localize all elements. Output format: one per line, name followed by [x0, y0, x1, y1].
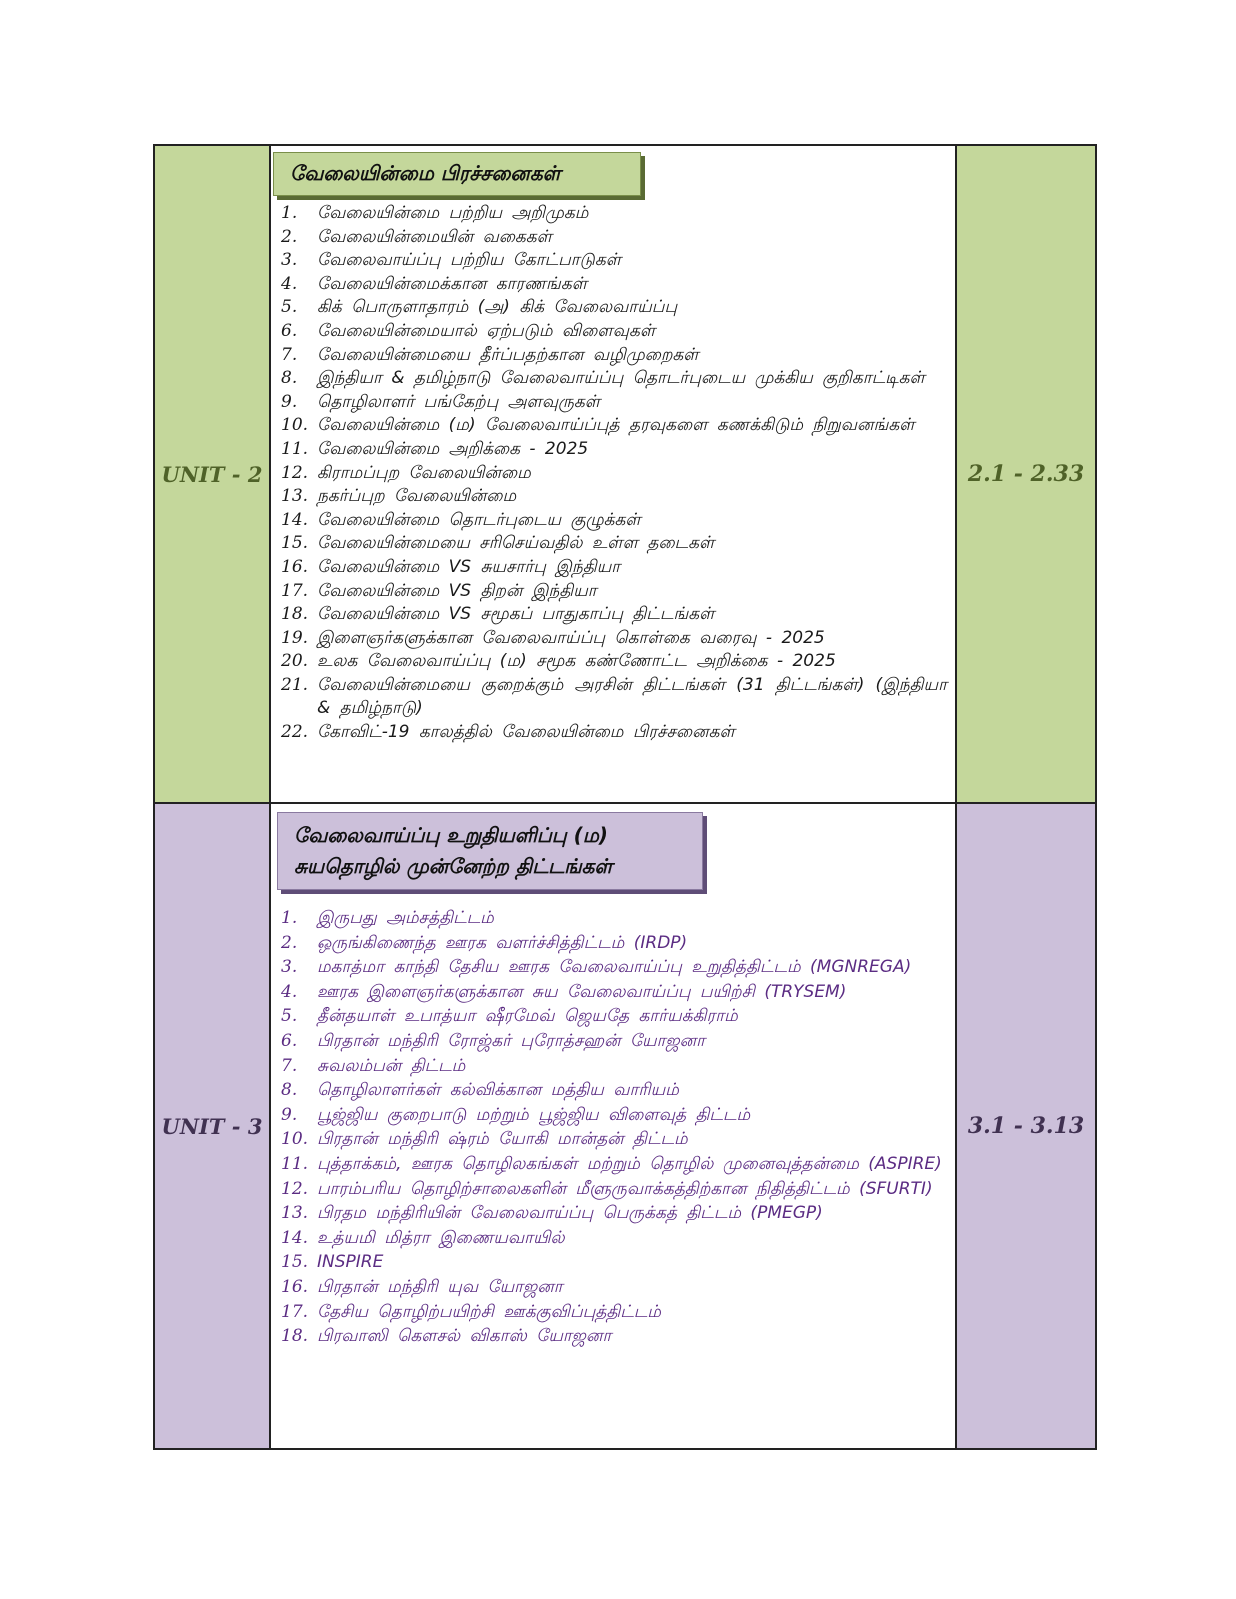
- unit-3-content: [271, 804, 957, 1448]
- item-text: நகர்ப்புற வேலையின்மை: [317, 486, 517, 507]
- list-item: [281, 627, 947, 651]
- item-number: 4.: [281, 981, 298, 1002]
- unit-2-content: [271, 146, 957, 802]
- item-number: 4.: [281, 273, 298, 294]
- item-text: ஊரக இளைஞர்களுக்கான சுய வேலைவாய்ப்பு பயிற்சி (TRYSEM): [317, 981, 847, 1002]
- item-text: வேலையின்மையை குறைக்கும் அரசின் திட்டங்கள் (31 திட்டங்கள்) (இந்தியா & தமிழ்நாடு): [317, 674, 947, 719]
- list-item: [281, 1078, 947, 1103]
- unit-3-title-line-2: சுயதொழில் முன்னேற்ற திட்டங்கள்: [294, 854, 613, 878]
- item-text: வேலையின்மை VS சுயசார்பு இந்தியா: [317, 556, 621, 577]
- item-number: 12.: [281, 462, 309, 483]
- item-number: 12.: [281, 1178, 309, 1199]
- item-number: 15.: [281, 533, 309, 554]
- list-item: [281, 955, 947, 980]
- item-text: பிரதான் மந்திரி ஷ்ரம் யோகி மான்தன் திட்டம்: [317, 1129, 688, 1150]
- item-number: 15.: [281, 1252, 309, 1273]
- unit-3-title: [277, 812, 703, 890]
- list-item: [281, 391, 947, 415]
- list-item: [281, 674, 947, 721]
- item-text: வேலையின்மை தொடர்புடைய குழுக்கள்: [317, 509, 641, 530]
- unit-2-topic-list: [281, 202, 947, 745]
- item-number: 11.: [281, 438, 309, 459]
- list-item: [281, 1300, 947, 1325]
- item-text: தீன்தயாள் உபாத்யா ஷீரமேவ் ஜெயதே கார்யக்கிராம்: [317, 1006, 738, 1027]
- item-text: பிரதான் மந்திரி யுவ யோஜனா: [317, 1276, 563, 1297]
- item-number: 5.: [281, 297, 298, 318]
- item-number: 1.: [281, 203, 298, 223]
- unit-2-page-range: 2.1 - 2.33: [957, 146, 1095, 802]
- list-item: [281, 202, 947, 226]
- list-item: [281, 367, 947, 391]
- item-text: வேலையின்மை VS திறன் இந்தியா: [317, 580, 597, 601]
- list-item: [281, 650, 947, 674]
- item-text: தேசிய தொழிற்பயிற்சி ஊக்குவிப்புத்திட்டம்: [317, 1301, 661, 1322]
- item-number: 10.: [281, 415, 309, 436]
- list-item: [281, 1004, 947, 1029]
- item-text: வேலையின்மையை சரிசெய்வதில் உள்ள தடைகள்: [317, 533, 715, 554]
- unit-2-row: [155, 146, 1095, 804]
- list-item: [281, 249, 947, 273]
- item-number: 8.: [281, 1080, 298, 1101]
- list-item: [281, 438, 947, 462]
- item-text: பாரம்பரிய தொழிற்சாலைகளின் மீளுருவாக்கத்திற்கான நிதித்திட்டம் (SFURTI): [317, 1178, 933, 1199]
- item-number: 11.: [281, 1153, 309, 1174]
- item-text: கிக் பொருளாதாரம் (அ) கிக் வேலைவாய்ப்பு: [317, 297, 678, 318]
- item-text: பிரதான் மந்திரி ரோஜ்கர் புரோத்சஹன் யோஜனா: [317, 1030, 706, 1051]
- list-item: [281, 414, 947, 438]
- list-item: [281, 1177, 947, 1202]
- item-text: வேலையின்மை பற்றிய அறிமுகம்: [317, 203, 589, 223]
- item-text: புத்தாக்கம், ஊரக தொழிலகங்கள் மற்றும் தொழில் முனைவுத்தன்மை (ASPIRE): [317, 1153, 942, 1174]
- list-item: [281, 485, 947, 509]
- item-number: 16.: [281, 556, 309, 577]
- list-item: [281, 1250, 947, 1275]
- list-item: [281, 1201, 947, 1226]
- item-text: ஒருங்கிணைந்த ஊரக வளர்ச்சித்திட்டம் (IRDP): [317, 932, 688, 953]
- item-number: 3.: [281, 957, 298, 978]
- list-item: [281, 226, 947, 250]
- item-text: இளைஞர்களுக்கான வேலைவாய்ப்பு கொள்கை வரைவு - 2025: [317, 627, 825, 648]
- item-text: வேலையின்மைக்கான காரணங்கள்: [317, 273, 588, 294]
- item-text: வேலைவாய்ப்பு பற்றிய கோட்பாடுகள்: [317, 250, 622, 271]
- list-item: [281, 1127, 947, 1152]
- item-text: வேலையின்மை VS சமூகப் பாதுகாப்பு திட்டங்கள்: [317, 604, 715, 625]
- unit-3-title-line-1: வேலைவாய்ப்பு உறுதியளிப்பு (ம): [294, 823, 608, 847]
- list-item: [281, 721, 947, 745]
- unit-3-row: [155, 804, 1095, 1448]
- item-number: 14.: [281, 509, 309, 530]
- item-text: சுவலம்பன் திட்டம்: [317, 1055, 466, 1076]
- item-number: 9.: [281, 391, 298, 412]
- item-text: கோவிட்-19 காலத்தில் வேலையின்மை பிரச்சனைகள்: [317, 722, 735, 743]
- list-item: [281, 1029, 947, 1054]
- item-number: 18.: [281, 1326, 309, 1347]
- item-text: இந்தியா & தமிழ்நாடு வேலைவாய்ப்பு தொடர்புடைய முக்கிய குறிகாட்டிகள்: [317, 368, 925, 389]
- item-number: 19.: [281, 627, 309, 648]
- item-number: 14.: [281, 1227, 309, 1248]
- item-text: உத்யமி மித்ரா இணையவாயில்: [317, 1227, 565, 1248]
- item-text: INSPIRE: [317, 1252, 384, 1273]
- item-number: 17.: [281, 1301, 309, 1322]
- list-item: [281, 1152, 947, 1177]
- list-item: [281, 344, 947, 368]
- item-number: 20.: [281, 651, 309, 672]
- item-number: 6.: [281, 1030, 298, 1051]
- list-item: [281, 296, 947, 320]
- item-number: 9.: [281, 1104, 298, 1125]
- item-number: 6.: [281, 320, 298, 341]
- list-item: [281, 273, 947, 297]
- unit-3-label: UNIT - 3: [155, 804, 271, 1448]
- item-text: உலக வேலைவாய்ப்பு (ம) சமூக கண்ணோட்ட அறிக்கை - 2025: [317, 651, 836, 672]
- list-item: [281, 1226, 947, 1251]
- list-item: [281, 556, 947, 580]
- item-text: வேலையின்மை அறிக்கை - 2025: [317, 438, 589, 459]
- list-item: [281, 1275, 947, 1300]
- list-item: [281, 931, 947, 956]
- item-text: பிரதம மந்திரியின் வேலைவாய்ப்பு பெருக்கத் திட்டம் (PMEGP): [317, 1203, 823, 1224]
- item-text: வேலையின்மையின் வகைகள்: [317, 226, 553, 247]
- item-number: 2.: [281, 932, 298, 953]
- item-number: 17.: [281, 580, 309, 601]
- list-item: [281, 603, 947, 627]
- item-text: தொழிலாளர் பங்கேற்பு அளவுருகள்: [317, 391, 601, 412]
- item-number: 10.: [281, 1129, 309, 1150]
- list-item: [281, 980, 947, 1005]
- item-text: வேலையின்மை (ம) வேலைவாய்ப்புத் தரவுகளை கணக்கிடும் நிறுவனங்கள்: [317, 415, 915, 436]
- list-item: [281, 1054, 947, 1079]
- list-item: [281, 580, 947, 604]
- syllabus-table: [153, 144, 1097, 1450]
- item-number: 22.: [281, 722, 309, 743]
- item-text: வேலையின்மையால் ஏற்படும் விளைவுகள்: [317, 320, 656, 341]
- item-number: 8.: [281, 368, 298, 389]
- list-item: [281, 509, 947, 533]
- item-text: வேலையின்மையை தீர்ப்பதற்கான வழிமுறைகள்: [317, 344, 699, 365]
- unit-3-page-range: 3.1 - 3.13: [957, 804, 1095, 1448]
- item-number: 7.: [281, 1055, 298, 1076]
- item-number: 2.: [281, 226, 298, 247]
- unit-2-title: வேலையின்மை பிரச்சனைகள்: [273, 152, 641, 196]
- item-number: 16.: [281, 1276, 309, 1297]
- item-text: பூஜ்ஜிய குறைபாடு மற்றும் பூஜ்ஜிய விளைவுத் திட்டம்: [317, 1104, 751, 1125]
- item-number: 7.: [281, 344, 298, 365]
- list-item: [281, 532, 947, 556]
- item-text: மகாத்மா காந்தி தேசிய ஊரக வேலைவாய்ப்பு உறுதித்திட்டம் (MGNREGA): [317, 957, 912, 978]
- list-item: [281, 1103, 947, 1128]
- item-text: பிரவாஸி கௌசல் விகாஸ் யோஜனா: [317, 1326, 612, 1347]
- list-item: [281, 1324, 947, 1349]
- unit-3-topic-list: [281, 906, 947, 1349]
- item-number: 5.: [281, 1006, 298, 1027]
- unit-2-label: UNIT - 2: [155, 146, 271, 802]
- item-text: தொழிலாளர்கள் கல்விக்கான மத்திய வாரியம்: [317, 1080, 679, 1101]
- item-number: 21.: [281, 674, 309, 695]
- list-item: [281, 320, 947, 344]
- item-number: 13.: [281, 486, 309, 507]
- item-number: 1.: [281, 908, 298, 928]
- list-item: [281, 462, 947, 486]
- list-item: [281, 906, 947, 931]
- item-number: 18.: [281, 604, 309, 625]
- item-number: 13.: [281, 1203, 309, 1224]
- item-text: இருபது அம்சத்திட்டம்: [317, 908, 494, 928]
- item-text: கிராமப்புற வேலையின்மை: [317, 462, 531, 483]
- item-number: 3.: [281, 250, 298, 271]
